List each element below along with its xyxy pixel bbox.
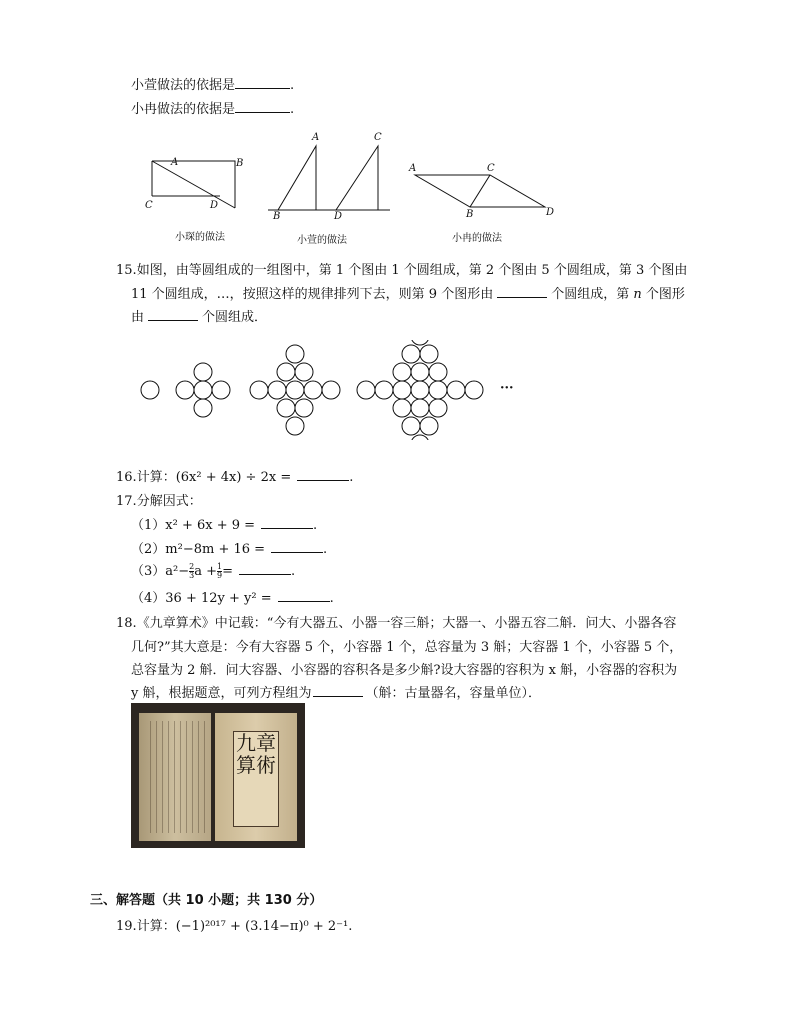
denominator: 3 [189, 571, 195, 580]
pattern-circle [322, 381, 340, 399]
answer-blank[interactable] [235, 76, 290, 89]
figure-a [152, 161, 235, 208]
answer-blank[interactable] [278, 589, 330, 602]
q18-line2 [131, 636, 682, 655]
pattern-circle [277, 399, 295, 417]
pattern-circle [429, 399, 447, 417]
q17-item-1 [131, 514, 317, 533]
pattern-circle [393, 381, 411, 399]
item-expression-part: a + [194, 564, 218, 579]
q19-line [116, 915, 352, 934]
q19-prefix: 计算： [136, 919, 176, 934]
pattern-circle [420, 345, 438, 363]
item-label: （2） [131, 542, 166, 557]
answer-line-1 [131, 74, 294, 93]
question-number: 19. [116, 919, 137, 934]
pattern-circle [194, 399, 212, 417]
construction-figures [140, 128, 570, 243]
item-label: （3） [131, 564, 166, 579]
q16-expression: (6x² + 4x) ÷ 2x = [175, 470, 292, 485]
pattern-circle [375, 381, 393, 399]
pattern-circle [277, 363, 295, 381]
pattern-circle [402, 417, 420, 435]
period: . [291, 564, 296, 579]
answer-line-2 [131, 98, 294, 117]
q17-item-4 [131, 587, 334, 606]
period: . [323, 542, 328, 557]
pattern-circle [194, 363, 212, 381]
period: . [349, 470, 354, 485]
label-a-C: C [145, 200, 153, 211]
book-title-label: 九章算術 [233, 731, 279, 827]
answer-blank[interactable] [261, 516, 313, 529]
question-number: 18. [116, 616, 137, 631]
pattern-circle [429, 363, 447, 381]
section-heading: 三、解答题（共 10 小题；共 130 分） [90, 893, 323, 908]
label-c-C: C [487, 163, 495, 174]
label-a-B: B [236, 158, 244, 169]
answer-blank[interactable] [297, 468, 349, 481]
item-expression-part: = [222, 564, 234, 579]
pattern-circle [176, 381, 194, 399]
pattern-circle [393, 399, 411, 417]
q15-line3 [131, 306, 267, 325]
book-left-page [139, 713, 211, 841]
q17-title-text: 分解因式： [136, 494, 202, 509]
item-expression: m²−8m + 16 = [165, 542, 266, 557]
label-b-C: C [374, 132, 382, 143]
label-b-A: A [312, 132, 320, 143]
q17-item-2 [131, 538, 327, 557]
pattern-circle [402, 345, 420, 363]
pattern-circle [465, 381, 483, 399]
q16-prefix: 计算： [136, 470, 176, 485]
label-c-D: D [546, 207, 555, 218]
pattern-circle [393, 363, 411, 381]
q18-line4 [131, 682, 541, 701]
period: . [313, 518, 318, 533]
item-expression-part: a²− [165, 564, 190, 579]
q15-text-2a: 11 个圆组成，…，按照这样的规律排列下去，则第 9 个图形由 [131, 287, 494, 302]
pattern-circle [286, 417, 304, 435]
pattern-circle [295, 363, 313, 381]
pattern-circle [357, 381, 375, 399]
q16-line [116, 466, 353, 485]
answer-blank[interactable] [497, 285, 547, 298]
figure-c [415, 175, 545, 207]
answer-blank[interactable] [148, 308, 198, 321]
q17-title [116, 490, 202, 509]
caption-a: 小琛的做法 [175, 232, 225, 243]
q17-item-3 [131, 560, 295, 580]
pattern-circle [212, 381, 230, 399]
q18-text-4a: y 斛，根据题意，可列方程组为 [131, 686, 312, 701]
pattern-circle [194, 381, 212, 399]
numerator: 1 [217, 562, 223, 571]
pattern-circle [411, 399, 429, 417]
item-label: （4） [131, 591, 166, 606]
answer-blank[interactable] [271, 540, 323, 553]
q15-text-2b: 个圆组成，第 [551, 287, 630, 302]
q18-text-4b: （斛：古量器名，容量单位）． [365, 686, 541, 701]
q18-line3 [131, 659, 677, 678]
q18-text-2: 几何?”其大意是：今有大容器 5 个，小容器 1 个，总容量为 3 斛；大容器 1 个，小容器 5 个， [131, 640, 683, 655]
circle-pattern [130, 340, 530, 440]
figure-b [268, 146, 390, 210]
answer-blank[interactable] [313, 684, 363, 697]
denominator: 9 [217, 571, 223, 580]
answer-blank[interactable] [239, 562, 291, 575]
pattern-ellipsis: ··· [500, 381, 514, 396]
q15-line2 [131, 283, 685, 302]
caption-b: 小萱的做法 [297, 235, 347, 246]
text-columns [145, 721, 205, 833]
line-2-text: 小冉做法的依据是 [131, 102, 236, 117]
period: . [290, 78, 295, 93]
q19-expression: (−1)²⁰¹⁷ + (3.14−π)⁰ + 2⁻¹ [175, 919, 349, 934]
q15-text-2c: 个图形 [645, 287, 685, 302]
q18-text-3: 总容量为 2 斛．问大容器、小容器的容积各是多少斛?设大容器的容积为 x 斛，小容器的容积为 [131, 663, 678, 678]
period: . [290, 102, 295, 117]
q18-line1 [116, 612, 676, 631]
line-1-text: 小萱做法的依据是 [131, 78, 236, 93]
answer-blank[interactable] [235, 100, 290, 113]
label-a-A: A [171, 157, 179, 168]
pattern-circle [250, 381, 268, 399]
numerator: 2 [189, 562, 195, 571]
book-right-cover [215, 713, 297, 841]
pattern-circle [141, 381, 159, 399]
period: . [329, 591, 334, 606]
pattern-circle [447, 381, 465, 399]
pattern-circle [268, 381, 286, 399]
pattern-circle [411, 435, 429, 440]
q15-text-3b: 个圆组成． [202, 310, 268, 325]
book-photo [131, 703, 305, 848]
period: . [348, 919, 353, 934]
pattern-circle [304, 381, 322, 399]
pattern-circle [286, 345, 304, 363]
q15-text-3a: 由 [131, 310, 145, 325]
variable-n: n [633, 287, 642, 302]
pattern-circle [411, 340, 429, 345]
item-expression: 36 + 12y + y² = [165, 591, 272, 606]
q18-text-1: 《九章算术》中记载：“今有大器五、小器一容三斛；大器一、小器五容二斛．问大、小器各容 [136, 616, 677, 631]
label-a-D: D [210, 200, 219, 211]
question-number: 16. [116, 470, 137, 485]
label-c-B: B [466, 209, 474, 220]
q15-text-1: 如图，由等圆组成的一组图中，第 1 个图由 1 个圆组成，第 2 个图由 5 个圆组成，第 3 个图由 [136, 263, 688, 278]
question-number: 15. [116, 263, 137, 278]
question-number: 17. [116, 494, 137, 509]
pattern-circle [411, 381, 429, 399]
caption-c: 小冉的做法 [452, 233, 502, 244]
pattern-circle [429, 381, 447, 399]
pattern-circle [295, 399, 313, 417]
pattern-circle [286, 381, 304, 399]
item-expression: x² + 6x + 9 = [165, 518, 256, 533]
label-b-B: B [273, 211, 281, 222]
label-c-A: A [409, 163, 417, 174]
item-label: （1） [131, 518, 166, 533]
q15-line1 [116, 259, 687, 278]
label-b-D: D [334, 211, 343, 222]
pattern-circle [420, 417, 438, 435]
pattern-circle [411, 363, 429, 381]
